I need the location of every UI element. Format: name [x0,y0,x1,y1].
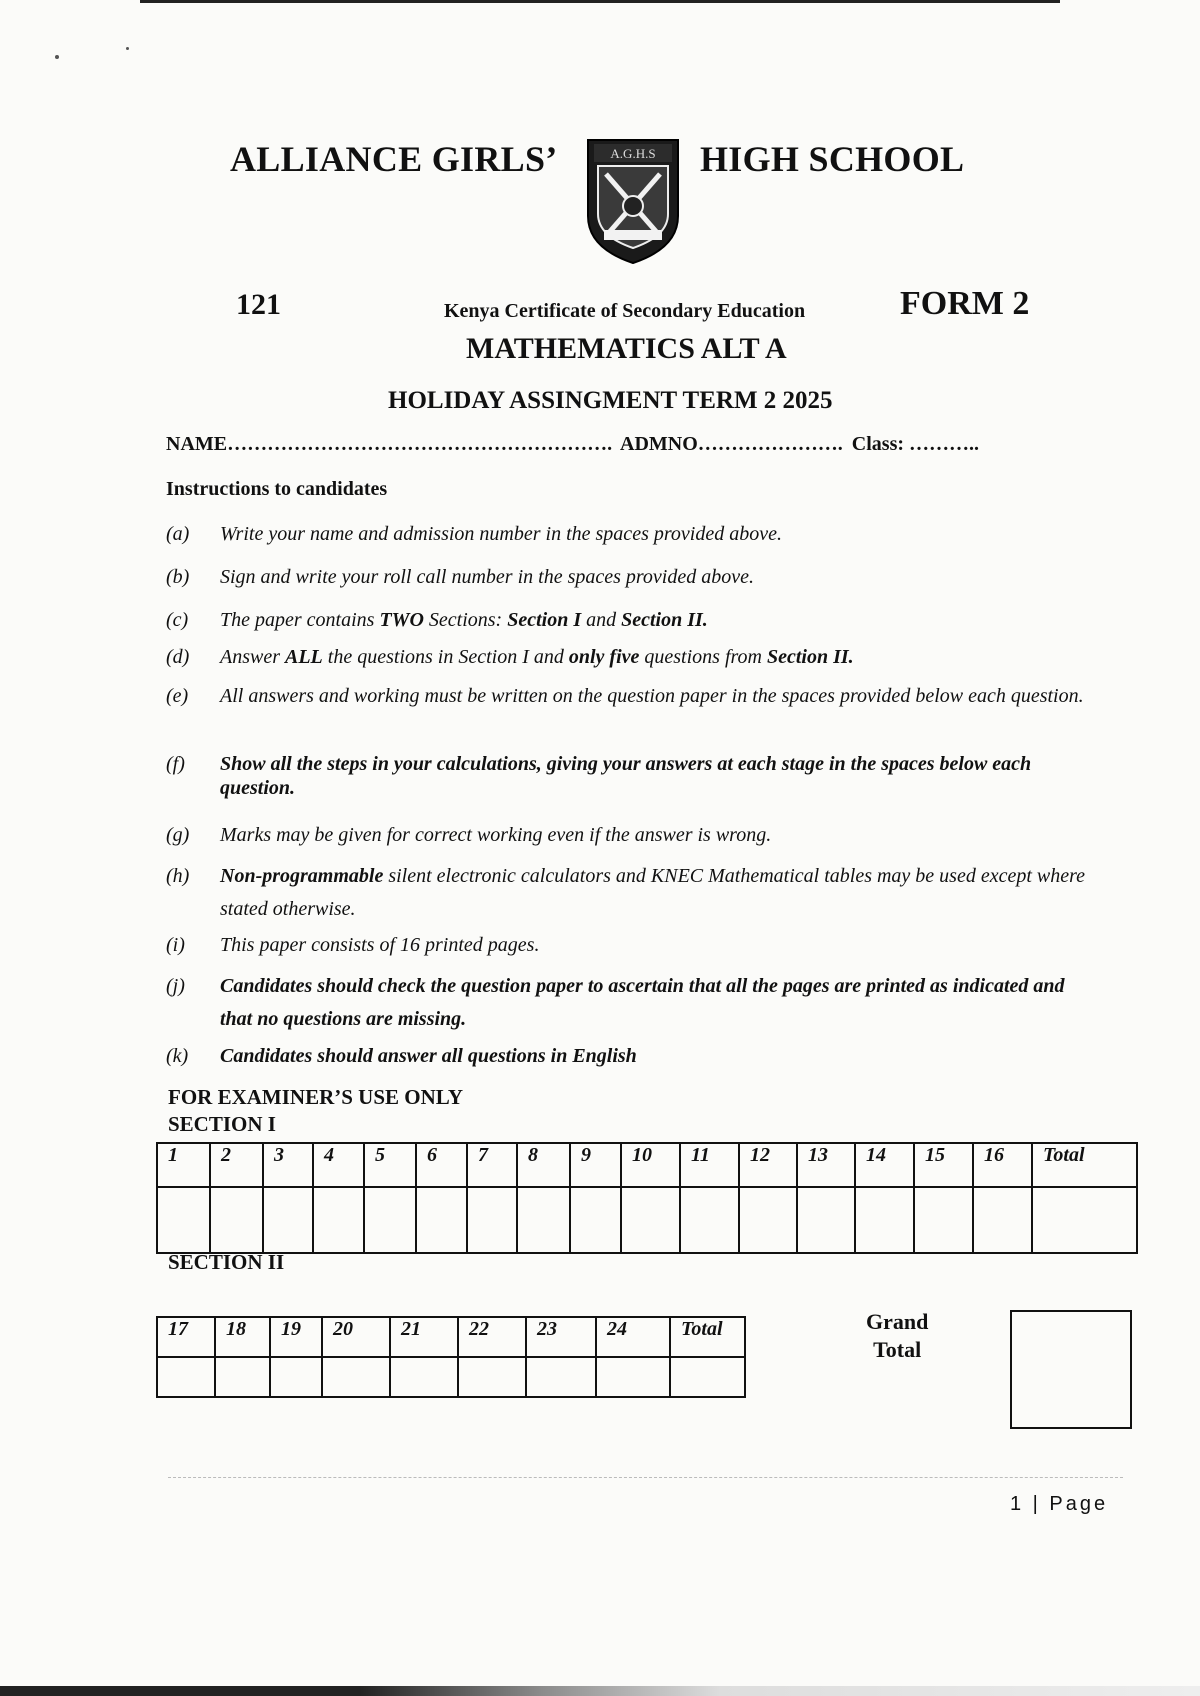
column-header: 23 [526,1317,596,1357]
column-header: 6 [416,1143,467,1187]
instruction-marker: (g) [166,824,190,846]
score-cell[interactable] [526,1357,596,1397]
column-header: 21 [390,1317,458,1357]
instruction-text: Show all the steps in your calculations, giving your answers at each stage in the spaces below each question. [220,753,1032,799]
exam-body: Kenya Certificate of Secondary Education [444,300,806,322]
score-cell[interactable] [517,1187,570,1253]
score-cell[interactable] [458,1357,526,1397]
instruction-marker: (b) [166,566,190,588]
score-cell[interactable] [739,1187,797,1253]
score-cell[interactable] [914,1187,973,1253]
score-cell[interactable] [322,1357,390,1397]
column-header: 11 [680,1143,739,1187]
column-header: 22 [458,1317,526,1357]
grand-total-line1: Grand [866,1309,929,1334]
instruction-text: All answers and working must be written on the question paper in the spaces provided below each question. [220,685,1084,707]
score-cell[interactable] [270,1357,322,1397]
column-header: 1 [157,1143,210,1187]
section1-label: SECTION I [168,1112,276,1136]
crest-lettering: A.G.H.S [610,146,656,161]
score-cell[interactable] [570,1187,621,1253]
column-header: 4 [313,1143,364,1187]
school-name-left: ALLIANCE GIRLS’ [230,139,558,179]
instruction-marker: (j) [166,975,185,997]
column-header: 3 [263,1143,313,1187]
scan-speck [55,55,59,59]
column-header: 10 [621,1143,680,1187]
column-header: 20 [322,1317,390,1357]
column-header: 5 [364,1143,416,1187]
instruction-text: Marks may be given for correct working even if the answer is wrong. [220,824,772,846]
score-cell[interactable] [680,1187,739,1253]
grand-total-box[interactable] [1010,1310,1132,1429]
score-row [157,1187,1137,1253]
score-cell[interactable] [596,1357,670,1397]
section1-marks-table [156,1142,1138,1254]
score-cell[interactable] [215,1357,270,1397]
instructions-heading: Instructions to candidates [166,478,388,500]
footer-divider [168,1477,1123,1478]
instruction-marker: (c) [166,609,189,631]
total-cell[interactable] [670,1357,745,1397]
section2-marks-table [156,1316,746,1398]
instruction-text: Candidates should answer all questions in English [220,1045,637,1067]
score-cell[interactable] [263,1187,313,1253]
column-header: 2 [210,1143,263,1187]
name-field[interactable]: NAME…………………………………………………. [166,433,613,455]
grand-total-label [866,1308,928,1363]
instruction-marker: (e) [166,685,189,707]
column-header: 13 [797,1143,855,1187]
score-cell[interactable] [157,1187,210,1253]
column-header: 8 [517,1143,570,1187]
column-header: 24 [596,1317,670,1357]
instruction-marker: (d) [166,646,190,668]
scan-edge-top [140,0,1060,3]
instruction-marker: (a) [166,523,190,545]
table-header-row [157,1317,745,1357]
column-header: 7 [467,1143,517,1187]
instruction-marker: (f) [166,753,185,775]
column-header: 9 [570,1143,621,1187]
form-level: FORM 2 [900,285,1030,322]
total-cell[interactable] [1032,1187,1137,1253]
instruction-text: Candidates should check the question paper to ascertain that all the pages are printed as indicated and that no questions are missing. [220,975,1065,1030]
column-header: 14 [855,1143,914,1187]
assignment-title: HOLIDAY ASSINGMENT TERM 2 2025 [388,387,833,414]
section2-label: SECTION II [168,1250,285,1274]
column-header: 18 [215,1317,270,1357]
scan-edge-bottom [0,1686,1200,1696]
score-cell[interactable] [416,1187,467,1253]
score-cell[interactable] [973,1187,1032,1253]
instruction-marker: (i) [166,934,185,956]
instruction-marker: (h) [166,865,190,887]
table-header-row [157,1143,1137,1187]
score-cell[interactable] [364,1187,416,1253]
instruction-text: Answer ALL the questions in Section I and only five questions from Section II. [220,646,854,668]
examiner-heading: FOR EXAMINER’S USE ONLY [168,1085,464,1109]
score-cell[interactable] [157,1357,215,1397]
score-cell[interactable] [390,1357,458,1397]
column-header-total: Total [1032,1143,1137,1187]
instruction-text: This paper consists of 16 printed pages. [220,934,540,956]
admno-field[interactable]: ADMNO…………………. [620,433,843,455]
paper-code: 121 [236,288,281,321]
page-number: 1 | Page [1010,1493,1109,1515]
score-cell[interactable] [313,1187,364,1253]
candidate-fields [166,433,983,456]
school-crest-logo [584,136,682,266]
scan-speck [126,47,129,50]
grand-total-line2: Total [873,1336,922,1362]
score-cell[interactable] [855,1187,914,1253]
score-cell[interactable] [210,1187,263,1253]
instruction-text: Sign and write your roll call number in the spaces provided above. [220,566,754,588]
column-header: 15 [914,1143,973,1187]
school-name-right: HIGH SCHOOL [700,139,965,179]
column-header-total: Total [670,1317,745,1357]
score-cell[interactable] [797,1187,855,1253]
instruction-marker: (k) [166,1045,189,1067]
instruction-text: The paper contains TWO Sections: Section I and Section II. [220,609,708,631]
column-header: 12 [739,1143,797,1187]
column-header: 19 [270,1317,322,1357]
class-field[interactable]: Class: ……….. [851,433,980,455]
score-cell[interactable] [621,1187,680,1253]
column-header: 16 [973,1143,1032,1187]
score-row [157,1357,745,1397]
instruction-text: Write your name and admission number in the spaces provided above. [220,523,782,545]
subject-title: MATHEMATICS ALT A [466,332,787,365]
score-cell[interactable] [467,1187,517,1253]
instruction-text: Non-programmable silent electronic calculators and KNEC Mathematical tables may be used except where stated otherwise. [220,865,1086,920]
column-header: 17 [157,1317,215,1357]
